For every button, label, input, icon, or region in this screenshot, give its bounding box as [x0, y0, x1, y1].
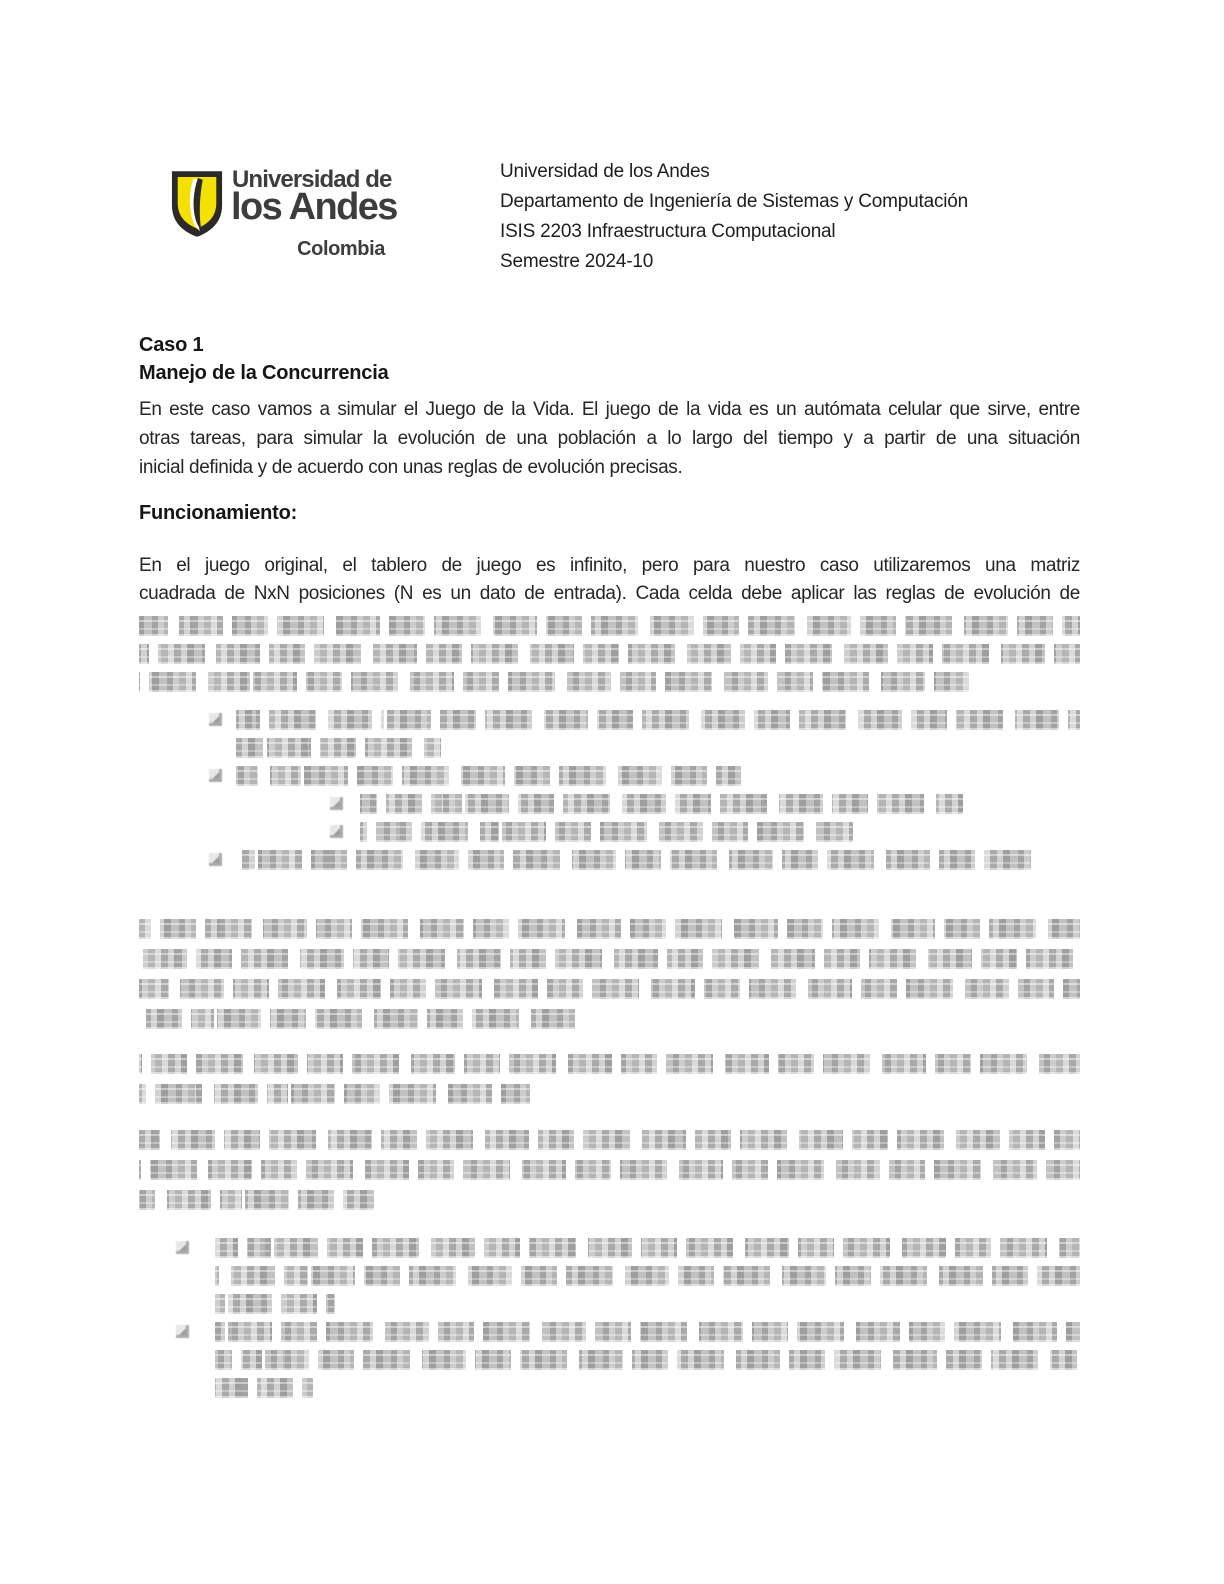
- redacted-line: [139, 979, 1080, 999]
- logo-name-line1: Universidad de: [232, 166, 392, 193]
- bullet-item: [139, 1322, 1080, 1398]
- redacted-line: [360, 794, 963, 814]
- redacted-line: [139, 1130, 1080, 1150]
- redacted-line: [139, 1009, 577, 1029]
- paragraph-line: otras tareas, para simular la evolución de una población a lo largo del tiempo y a partir de una situación: [139, 428, 1080, 449]
- header-line: ISIS 2203 Infraestructura Computacional: [500, 221, 836, 242]
- redacted-line: [139, 616, 1080, 636]
- header-line: Universidad de los Andes: [500, 161, 710, 182]
- bullet-marker: [176, 1325, 189, 1338]
- paragraph-line: cuadrada de NxN posiciones (N es un dato de entrada). Cada celda debe aplicar las reglas de evolución de: [139, 583, 1080, 604]
- funcionamiento-paragraph: [139, 552, 1080, 692]
- redacted-line: [236, 738, 441, 758]
- header-line: Semestre 2024-10: [500, 251, 654, 272]
- redacted-line: [139, 1084, 530, 1104]
- redacted-line: [215, 1350, 1077, 1370]
- bullet-marker: [209, 713, 222, 726]
- redacted-line: [215, 1322, 1080, 1342]
- bullet-item: [139, 794, 1080, 814]
- bullet-marker: [176, 1241, 189, 1254]
- case-heading: [139, 331, 389, 387]
- redacted-line: [139, 949, 1080, 969]
- paragraph-line: En el juego original, el tablero de juego es infinito, pero para nuestro caso utilizaremos una matriz: [139, 555, 1080, 576]
- logo-country: Colombia: [297, 238, 385, 260]
- bullet-item: [139, 822, 1080, 842]
- bullet-item: [139, 710, 1080, 758]
- redacted-line: [236, 710, 1080, 730]
- redacted-line: [215, 1378, 313, 1398]
- redacted-line: [360, 822, 853, 842]
- header-line: Departamento de Ingeniería de Sistemas y Computación: [500, 191, 969, 212]
- redacted-line: [215, 1238, 1080, 1258]
- bullet-marker: [209, 853, 222, 866]
- bullet-item: [139, 766, 1080, 786]
- redacted-line: [215, 1266, 1080, 1286]
- redacted-line: [139, 644, 1080, 664]
- bullet-marker: [209, 769, 222, 782]
- redacted-line: [139, 672, 969, 692]
- paragraph-line: En este caso vamos a simular el Juego de la Vida. El juego de la vida es un autómata celular que sirve, entre: [139, 399, 1080, 420]
- redacted-line: [139, 1160, 1080, 1180]
- redacted-line: [215, 1294, 335, 1314]
- intro-paragraph: [139, 395, 1080, 482]
- redacted-line: [236, 850, 1037, 870]
- redacted-paragraph: [139, 1130, 1080, 1220]
- paragraph-line: inicial definida y de acuerdo con unas reglas de evolución precisas.: [139, 457, 683, 478]
- redacted-paragraph: [139, 919, 1080, 1039]
- redacted-bullet-list-rules: [139, 710, 1080, 878]
- redacted-line: [236, 766, 741, 786]
- logo-name-line2: los Andes: [231, 186, 397, 228]
- redacted-bullet-list-requirements: [139, 1238, 1080, 1406]
- case-title: Caso 1: [139, 334, 204, 356]
- section-heading-funcionamiento: Funcionamiento:: [139, 502, 298, 524]
- bullet-item: [139, 1238, 1080, 1314]
- case-subtitle: Manejo de la Concurrencia: [139, 362, 389, 384]
- redacted-paragraph: [139, 1054, 1080, 1114]
- redacted-line: [139, 1190, 374, 1210]
- university-shield-icon: [170, 170, 224, 238]
- bullet-item: [139, 850, 1080, 870]
- document-header: [500, 157, 1120, 277]
- bullet-marker: [330, 797, 343, 810]
- university-logo: [168, 160, 408, 272]
- redacted-line: [139, 919, 1080, 939]
- redacted-line: [139, 1054, 1080, 1074]
- bullet-marker: [330, 825, 343, 838]
